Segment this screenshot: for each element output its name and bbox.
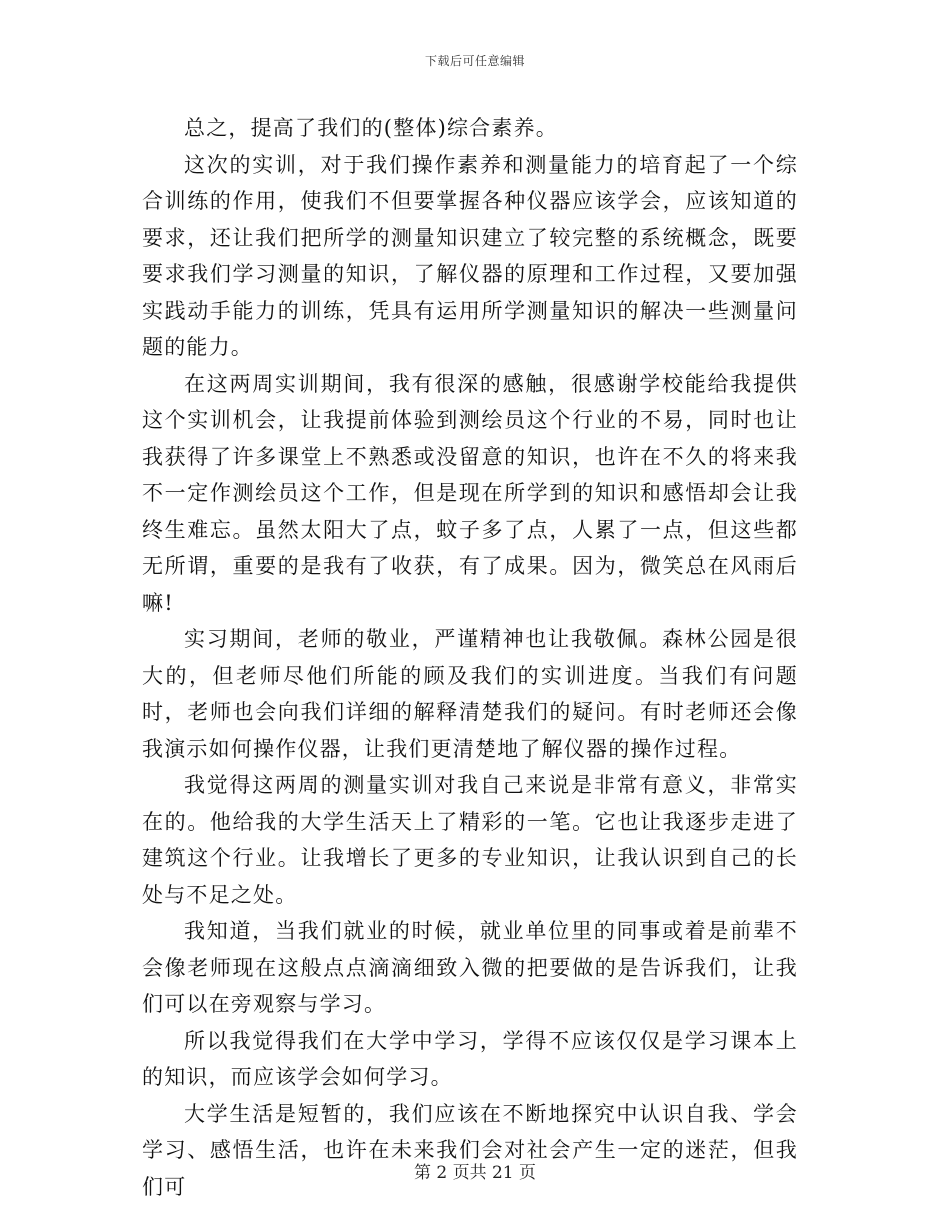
paragraph: 大学生活是短暂的，我们应该在不断地探究中认识自我、学会学习、感悟生活，也许在未来我们会对社会产生一定的迷茫，但我们可	[142, 1101, 798, 1199]
paragraph: 所以我觉得我们在大学中学习，学得不应该仅仅是学习课本上的知识，而应该学会如何学习。	[142, 1028, 798, 1089]
paragraph: 实习期间，老师的敬业，严谨精神也让我敬佩。森林公园是很大的，但老师尽他们所能的顾及我们的实训进度。当我们有问题时，老师也会向我们详细的解释清楚我们的疑问。有时老师还会像我演示如何操作仪器，让我们更清楚地了解仪器的操作过程。	[142, 627, 798, 761]
paragraph: 我知道，当我们就业的时候，就业单位里的同事或着是前辈不会像老师现在这般点点滴滴细致入微的把要做的是告诉我们，让我们可以在旁观察与学习。	[142, 919, 798, 1016]
page-footer: 第 2 页共 21 页	[413, 1163, 537, 1183]
paragraph: 在这两周实训期间，我有很深的感触，很感谢学校能给我提供这个实训机会，让我提前体验到测绘员这个行业的不易，同时也让我获得了许多课堂上不熟悉或没留意的知识，也许在不久的将来我不一定作测绘员这个工作，但是现在所学到的知识和感悟却会让我终生难忘。虽然太阳大了点，蚊子多了点，人累了一点，但这些都无所谓，重要的是我有了收获，有了成果。因为，微笑总在风雨后嘛!	[142, 371, 798, 615]
paragraph: 总之，提高了我们的(整体)综合素养。	[184, 116, 558, 140]
page-header: 下载后可任意编辑	[424, 54, 525, 68]
paragraph: 这次的实训，对于我们操作素养和测量能力的培育起了一个综合训练的作用，使我们不但要掌握各种仪器应该学会，应该知道的要求，还让我们把所学的测量知识建立了较完整的系统概念，既要要求我们学习测量的知识，了解仪器的原理和工作过程，又要加强实践动手能力的训练，凭具有运用所学测量知识的解决一些测量问题的能力。	[142, 152, 798, 359]
paragraph: 我觉得这两周的测量实训对我自己来说是非常有意义，非常实在的。他给我的大学生活天上了精彩的一笔。它也让我逐步走进了建筑这个行业。让我增长了更多的专业知识，让我认识到自己的长处与不足之处。	[142, 773, 798, 907]
document-body	[142, 110, 798, 1205]
